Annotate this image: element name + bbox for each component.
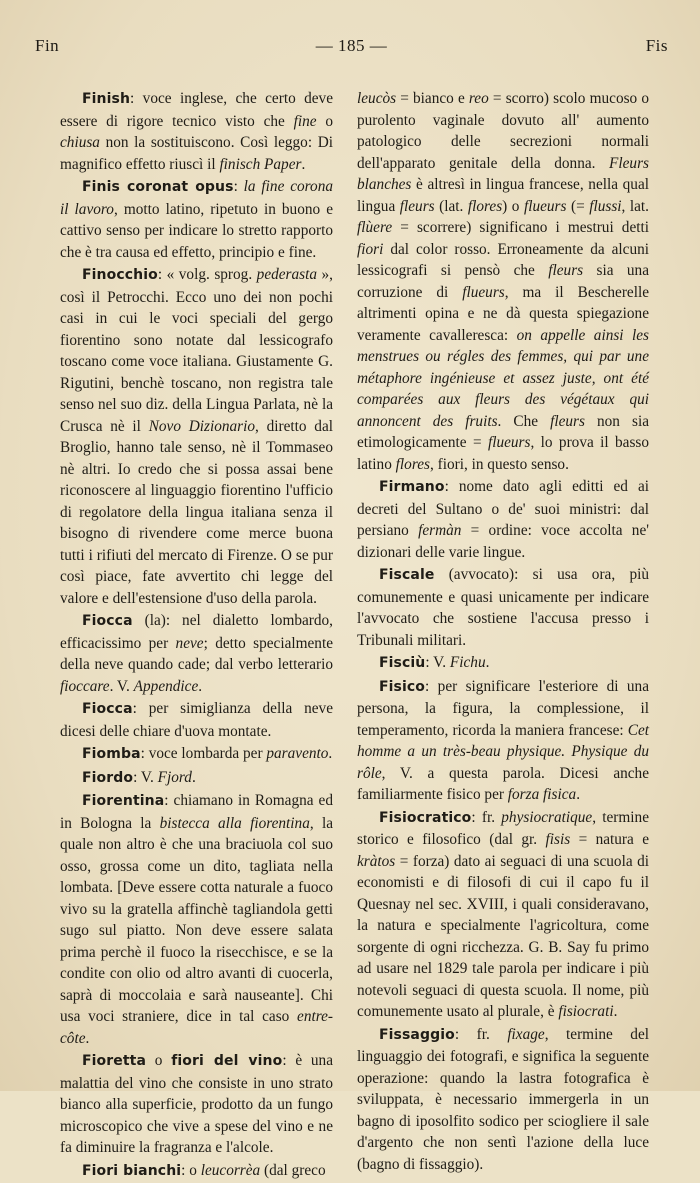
italic-term: forza fisica xyxy=(507,786,577,803)
entry-text: . xyxy=(576,786,581,803)
entry-text: : per significare l'esteriore di una persona, la figura, la complessione, il temperamento, ricorda la maniera francese: xyxy=(357,677,649,739)
italic-term: flueurs xyxy=(487,434,531,451)
entry-headword: Fiocca xyxy=(82,613,133,629)
italic-term: bistecca alla fiorentina xyxy=(159,814,310,832)
entry-text: . xyxy=(613,1003,618,1020)
entry-text: , lat. xyxy=(621,197,650,215)
entry-text: o xyxy=(146,1052,172,1069)
entry-text: , diretto dal Broglio, hanno tale senso, nè il Tommaseo nè altri. Io credo che si possa assai bene riconoscere al linguaggio fiorentino l'ufficio di regolatore della lingua italiana senza il bisogno di rivendere come merce buona tutti i rifiuti del mercato di Firenze. O se pur così piace, fate avvertito chi legge del valore e dell'estensione d'uso della parola. xyxy=(60,417,333,607)
entry-text: = bianco e xyxy=(396,90,469,107)
italic-term: kràtos xyxy=(357,852,396,870)
entry-text: sia una corruzione di xyxy=(357,262,649,301)
italic-term: flueurs xyxy=(462,283,505,301)
italic-term: Fjord xyxy=(157,768,192,786)
entry-text: . xyxy=(198,677,203,695)
entry-text: : chiamano in Romagna ed in Bologna la xyxy=(60,792,333,832)
entry-text: (lat. xyxy=(434,197,468,215)
italic-term: Cet homme a un très-beau physique. Physique du rôle xyxy=(357,721,649,782)
entry-text: . Che xyxy=(497,412,551,430)
entry-text: = forza) dato ai seguaci di una scuola di economisti e di filosofi di cui il capo fu il Quesnay nel sec. XVIII, i quali consideravano, la natura e specialmente l'agricoltura, come sorgente di ogni ricchezza. G. B. Say fu primo ad usare nel 1829 tale parola per indicare i più notevoli seguaci di questa scuola. Il nome, più comunemente usato al plurale, è xyxy=(357,852,649,1020)
entry-continuation xyxy=(357,88,649,475)
italic-term: reo xyxy=(468,90,489,107)
italic-term: fermàn xyxy=(418,522,462,539)
italic-term: flussi xyxy=(589,197,622,215)
dictionary-entry xyxy=(357,652,649,675)
entry-text: = scorrere) significano i mestrui detti xyxy=(392,219,649,236)
entry-text: : è una malattia del vino che consiste in uno strato bianco alla superficie, prodotto da un fungo microscopico che vive a spese del vino e ne fa diminuire la fragranza e l'alcole. xyxy=(60,1052,333,1156)
entry-text: », così il Petrocchi. Ecco uno dei non pochi casi in cui le voci speciali del gergo fiorentino sono notate dal lessicografo toscano come voce italiana. Giustamente G. Rigutini, benchè toscano, non registra tale senso nel suo diz. della Lingua Parlata, nè la Crusca nè il xyxy=(60,266,334,435)
italic-term: fioccare xyxy=(60,677,110,695)
entry-text: . V. xyxy=(109,677,134,695)
entry-headword: Fiocca xyxy=(82,701,133,717)
entry-text: , motto latino, ripetuto in buono e cattivo senso per indicare lo stretto rapporto che è tra causa ed effetto, principio e fine. xyxy=(60,200,333,261)
entry-text: , V. a questa parola. Dicesi anche familiarmente fisico per xyxy=(357,764,649,803)
entry-text: ; detto specialmente della neve quando cade; dal verbo letterario xyxy=(60,634,333,673)
entry-headword: Finis coronat opus xyxy=(82,179,234,195)
italic-term: physiocratique xyxy=(501,808,593,826)
entry-text: . xyxy=(191,768,196,786)
entry-headword: Fiscale xyxy=(379,567,435,583)
entry-text: : V. xyxy=(425,654,450,671)
dictionary-entry xyxy=(60,1050,333,1159)
entry-text: , termine del linguaggio dei fotografi, e significa la seguente operazione: quando la lastra fotografica è sviluppata, è necessario immergerla in un bagno di iposolfito sodico per sciogliere il sale d'argento che non sentì l'azione della luce (bagno di fissaggio). xyxy=(357,1025,649,1173)
entry-text: , ma il Bescherelle altrimenti opina e ne dà questa spiegazione veramente cavalleresca: xyxy=(357,283,649,344)
entry-text: . xyxy=(301,155,306,173)
entry-text: : V. xyxy=(133,768,158,786)
italic-term: flùere xyxy=(357,219,393,236)
italic-term: finisch Paper xyxy=(219,155,302,173)
entry-headword: Fiorentina xyxy=(82,793,165,809)
dictionary-entry xyxy=(60,790,333,1049)
entry-headword: Fisciù xyxy=(379,655,426,671)
entry-text: , la quale non altro è che una braciuola col suo osso, grossa come un dito, tagliata nella lombata. [Deve essere cotta naturale a fuoco vivo su la gratella affinchè tagliandola getti sugo sul piatto. Non deve essere salata prima perchè il fuoco la risecchisce, e se la condite con olio od altro avanti di cuocerla, saprà di moccolaia e sarà nauseante]. Chi usa voci straniere, dice in tal caso xyxy=(60,814,333,1025)
entry-text: (avvocato): si usa ora, più comunemente e quasi unicamente per indicare l'avvocato che sostiene l'accusa presso i Tribunali militari. xyxy=(357,566,649,649)
entry-text: : « volg. sprog. xyxy=(157,266,257,283)
entry-text: : xyxy=(233,178,244,195)
dictionary-entry xyxy=(60,88,333,175)
dictionary-entry xyxy=(60,264,333,609)
left-column xyxy=(60,88,333,1183)
entry-text: = scorro) scolo mucoso o purolento vaginale dovuto all' aumento patologico delle secrezioni normali dell'apparato genitale della donna. xyxy=(357,90,650,172)
italic-term: fiori xyxy=(357,240,384,258)
dictionary-entry xyxy=(60,743,333,766)
italic-term: Novo Dizionario xyxy=(148,417,256,435)
entry-text: , fiori, in questo senso. xyxy=(429,455,569,473)
entry-headword: Finocchio xyxy=(82,267,158,283)
italic-term: flores xyxy=(395,455,430,473)
entry-text: non sia etimologicamente = xyxy=(357,412,649,451)
italic-term: fisis xyxy=(545,831,571,848)
entry-text: : fr. xyxy=(471,808,502,826)
entry-text: . xyxy=(328,745,333,762)
italic-term: Appendice xyxy=(133,677,199,695)
italic-term: paravento xyxy=(266,745,329,762)
entry-text: , termine storico e filosofico (dal gr. xyxy=(357,808,649,848)
entry-text: (dal greco xyxy=(260,1161,326,1179)
italic-term: flueurs xyxy=(523,197,567,215)
italic-term: entre-côte xyxy=(60,1008,333,1047)
italic-term: fixage xyxy=(507,1025,545,1043)
italic-term: Fichu xyxy=(449,654,486,671)
italic-term: fine xyxy=(293,112,317,130)
entry-headword: Fisico xyxy=(379,678,426,695)
entry-text: o xyxy=(316,112,333,130)
entry-text: : o xyxy=(181,1161,201,1179)
entry-text: , lo prova il basso latino xyxy=(357,434,649,473)
dictionary-entry xyxy=(357,676,649,806)
entry-text: non la sostituiscono. Così leggo: Di magnifico effetto riuscì il xyxy=(60,134,333,173)
italic-term: flores xyxy=(467,197,503,215)
italic-term: neve xyxy=(175,634,204,652)
entry-text: . xyxy=(485,654,490,671)
italic-term: leucorrèa xyxy=(200,1161,261,1179)
entry-text: . xyxy=(85,1029,90,1047)
entry-text: : voce lombarda per xyxy=(140,745,267,762)
entry-headword: Firmano xyxy=(379,479,445,495)
header-left-guide-word: Fin xyxy=(35,36,60,55)
italic-term: Fleurs blanches xyxy=(357,154,649,193)
dictionary-entry xyxy=(357,807,649,1023)
dictionary-entry xyxy=(357,564,649,651)
entry-headword: Fiordo xyxy=(82,769,134,786)
right-column xyxy=(357,88,649,1176)
dictionary-entry xyxy=(60,176,333,263)
entry-headword: fiori del vino xyxy=(171,1053,283,1069)
header-right-guide-word: Fis xyxy=(645,36,668,55)
entry-text: = ordine: voce accolta ne' dizionari delle varie lingue. xyxy=(357,522,649,561)
entry-text: : voce inglese, che certo deve essere di rigore tecnico visto che xyxy=(60,90,333,130)
italic-term: leucòs xyxy=(357,90,397,107)
dictionary-entry xyxy=(357,476,649,563)
entry-headword: Fiomba xyxy=(82,746,141,762)
entry-text: : per simiglianza della neve dicesi delle chiare d'uova montate. xyxy=(60,700,333,740)
entry-headword: Fissaggio xyxy=(379,1026,455,1043)
entry-text: dal color rosso. Erroneamente da alcuni lessicografi si pensò che xyxy=(357,240,649,279)
dictionary-entry xyxy=(60,1160,333,1183)
entry-text: (la): nel dialetto lombardo, efficacissimo per xyxy=(60,612,333,652)
italic-term: fleurs xyxy=(399,197,435,215)
italic-term: chiusa xyxy=(60,134,100,151)
entry-headword: Fiori bianchi xyxy=(82,1162,182,1179)
dictionary-entry xyxy=(60,698,333,742)
entry-text: è altresì in lingua francese, nella qual lingua xyxy=(357,176,649,215)
entry-text: ) o xyxy=(502,197,524,215)
entry-headword: Finish xyxy=(82,91,131,107)
running-header xyxy=(35,36,668,62)
italic-term: fleurs xyxy=(550,412,585,430)
italic-term: fisiocrati xyxy=(558,1003,614,1020)
dictionary-entry xyxy=(60,767,333,790)
entry-headword: Fioretta xyxy=(82,1053,147,1069)
entry-headword: Fisiocratico xyxy=(379,809,472,826)
entry-text: = natura e xyxy=(570,831,649,848)
italic-term: la fine corona il lavoro xyxy=(60,178,333,218)
entry-text: : nome dato agli editti ed ai decreti del Sultano o de' suoi ministri: dal persiano xyxy=(357,478,649,539)
italic-term: pederasta xyxy=(256,266,318,283)
dictionary-entry xyxy=(60,610,333,697)
dictionary-entry xyxy=(357,1024,649,1176)
italic-term: fleurs xyxy=(548,262,584,279)
entry-text: (= xyxy=(566,197,590,215)
entry-text: : fr. xyxy=(454,1025,508,1043)
italic-term: on appelle ainsi les menstrues ou régles des femmes, qui par une métaphore ingénieuse et assez juste, ont été comparées aux fleurs des végétaux qui annoncent des fruits xyxy=(357,326,649,430)
page-number: — 185 — xyxy=(315,36,388,55)
